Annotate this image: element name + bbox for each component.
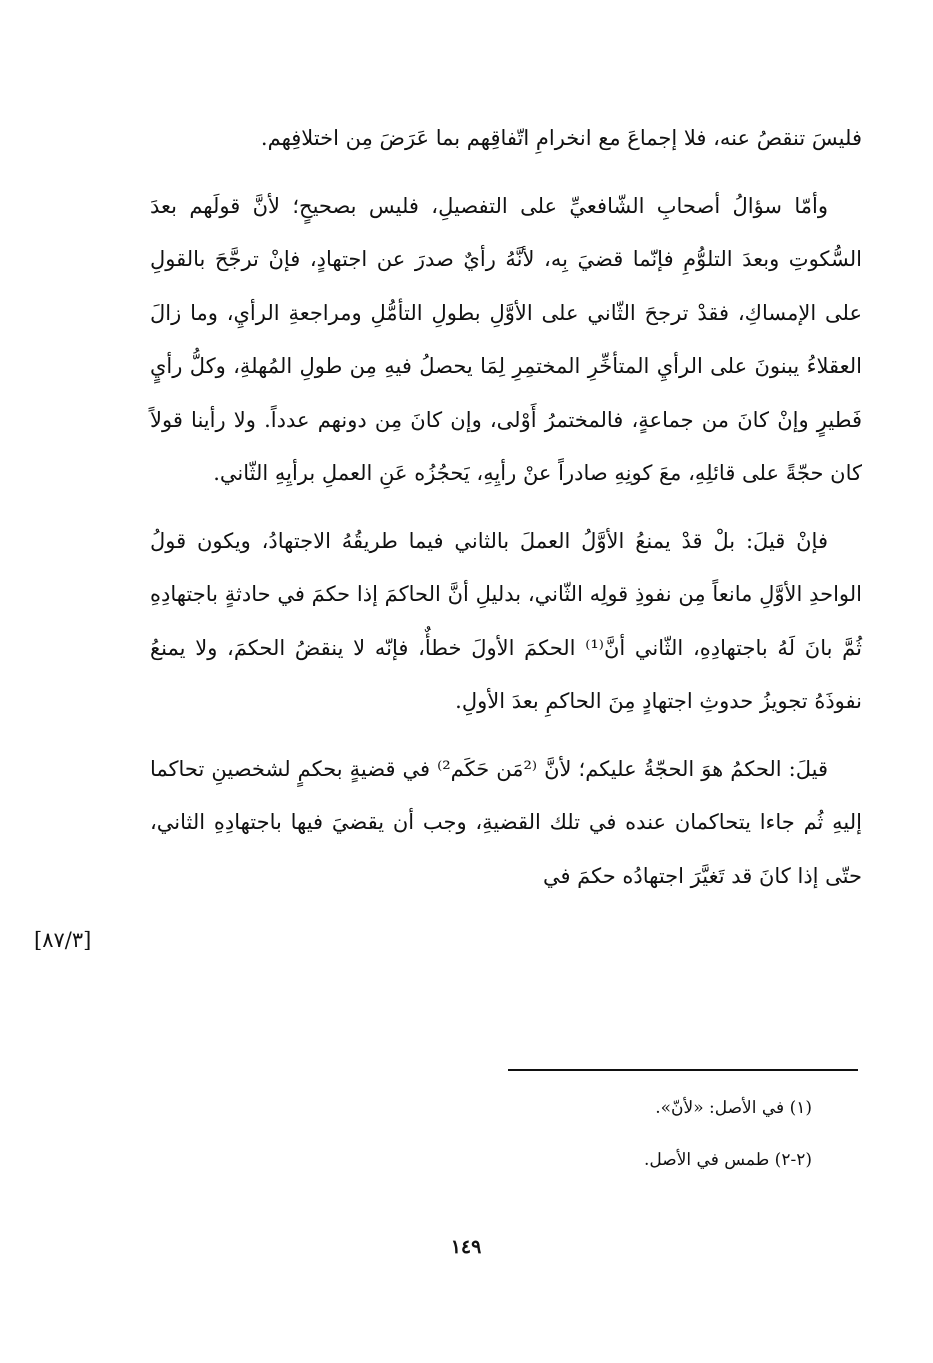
paragraph-3: فإنْ قيلَ: بلْ قدْ يمنعُ الأوَّلُ العملَ بالثاني فيما طريقُهُ الاجتهادُ، ويكون قولُ الواحدِ الأوَّلِ مانعاً مِن نفوذِ قولِه الثّاني، بدليلِ أنَّ الحاكمَ إذا حكمَ في حادثةٍ باجتهادِهِ ثُمَّ بانَ لَهُ باجتهادِهِ، الثّاني أنَّ⁽¹⁾ الحكمَ الأولَ خطأٌ، فإنّه لا ينقضُ الحكمَ، ولا يمنعُ نفوذَهُ تجويزُ حدوثِ اجتهادٍ مِنَ الحاكمِ بعدَ الأولِ. bbox=[150, 528, 862, 713]
margin-page-reference: [٨٧/٣] bbox=[34, 928, 92, 952]
paragraph-1: فليسَ تنقصُ عنه، فلا إجماعَ مع انخرامِ اتّفاقِهم بما عَرَضَ مِن اختلافِهم. bbox=[260, 126, 862, 150]
main-text bbox=[150, 112, 862, 917]
footnotes bbox=[300, 1092, 812, 1196]
footnote-1: (١) في الأصل: «لأنّ». bbox=[655, 1098, 812, 1118]
paragraph-2: وأمّا سؤالُ أصحابِ الشّافعيِّ على التفصيلِ، فليس بصحيحٍ؛ لأنَّ قولَهم بعدَ السُّكوتِ وبعدَ التلوُّمِ فإنّما قضيَ بِه، لأنَّهُ رأيٌ صدرَ عن اجتهادٍ، فإنْ ترجَّحَ بالقولِ على الإمساكِ، فقدْ ترجحَ الثّاني على الأوَّلِ بطولِ التأمُّلِ ومراجعةِ الرأيِ، وما زالَ العقلاءُ يبنونَ على الرأيِ المتأخِّرِ المختمِرِ لِمَا يحصلُ فيهِ مِن طولِ المُهلةِ، وكلُّ رأيٍ فَطيرٍ وإنْ كانَ من جماعةٍ، فالمختمرُ أَوْلى، وإن كانَ مِن دونهم عدداً. ولا رأينا قولاً كان حجّةً على قائلِهِ، معَ كونِهِ صادراً عنْ رأيِهِ، يَحجُزُه عَنِ العملِ برأيِهِ الثّاني. bbox=[150, 193, 862, 485]
page-number: ١٤٩ bbox=[450, 1236, 482, 1258]
footnote-separator bbox=[508, 1069, 858, 1071]
footnote-2: (٢-٢) طمس في الأصل. bbox=[644, 1150, 812, 1170]
paragraph-4: قيلَ: الحكمُ هوَ الحجّةُ عليكم؛ لأنَّ ⁽²مَن حَكَم²⁾ في قضيةٍ بحكمٍ لشخصينِ تحاكما إليهِ ثُم جاءا يتحاكمان عنده في تلك القضيةِ، وجب أن يقضيَ فيها باجتهادِهِ الثاني، حتّى إذا كانَ قد تَغيَّرَ اجتهادُه حكمَ في bbox=[150, 756, 862, 888]
